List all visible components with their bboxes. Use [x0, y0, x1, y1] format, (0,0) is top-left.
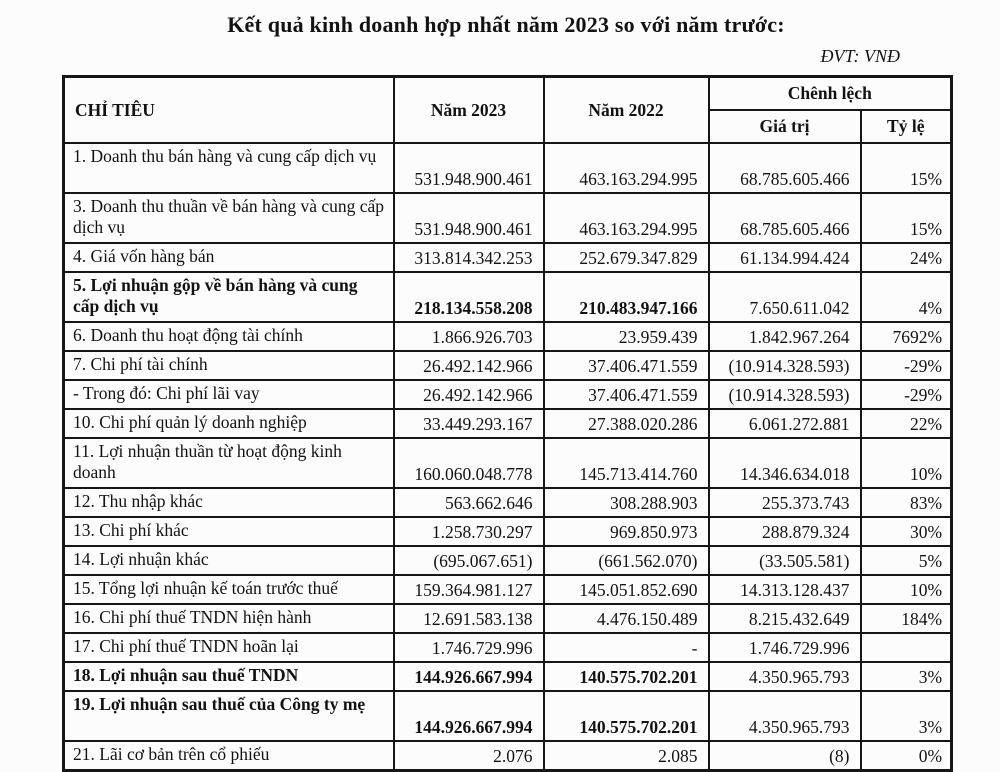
row-year2023-value: 563.662.646 [394, 488, 544, 517]
row-year2022-value: 969.850.973 [544, 517, 709, 546]
row-label: 1. Doanh thu bán hàng và cung cấp dịch vụ [64, 143, 394, 193]
row-diff-value: 4.350.965.793 [709, 691, 861, 741]
table-row [64, 517, 952, 546]
table-row [64, 380, 952, 409]
row-diff-ratio: 4% [861, 272, 952, 322]
row-diff-ratio: 3% [861, 691, 952, 741]
row-diff-value: 6.061.272.881 [709, 409, 861, 438]
row-diff-ratio: -29% [861, 380, 952, 409]
row-diff-value: 4.350.965.793 [709, 662, 861, 691]
row-year2023-value: 159.364.981.127 [394, 575, 544, 604]
row-diff-value: 61.134.994.424 [709, 243, 861, 272]
row-year2023-value: 144.926.667.994 [394, 691, 544, 741]
col-header-year2022: Năm 2022 [544, 77, 709, 144]
row-diff-ratio: 22% [861, 409, 952, 438]
row-year2023-value: 1.258.730.297 [394, 517, 544, 546]
row-diff-value: 1.842.967.264 [709, 322, 861, 351]
row-diff-ratio: 30% [861, 517, 952, 546]
row-diff-ratio: 15% [861, 143, 952, 193]
row-label: 6. Doanh thu hoạt động tài chính [64, 322, 394, 351]
table-row [64, 546, 952, 575]
row-diff-value: 288.879.324 [709, 517, 861, 546]
results-table [62, 75, 953, 772]
row-year2022-value: 463.163.294.995 [544, 143, 709, 193]
row-label: 12. Thu nhập khác [64, 488, 394, 517]
row-label: 11. Lợi nhuận thuần từ hoạt động kinh doanh [64, 438, 394, 488]
row-label: 14. Lợi nhuận khác [64, 546, 394, 575]
table-row [64, 438, 952, 488]
table-row [64, 741, 952, 771]
row-label: 21. Lãi cơ bản trên cổ phiếu [64, 741, 394, 771]
row-year2022-value: 140.575.702.201 [544, 662, 709, 691]
table-row [64, 193, 952, 243]
row-diff-value: (10.914.328.593) [709, 380, 861, 409]
row-diff-value: (8) [709, 741, 861, 771]
row-diff-ratio: 184% [861, 604, 952, 633]
row-year2023-value: 12.691.583.138 [394, 604, 544, 633]
row-diff-value: 68.785.605.466 [709, 193, 861, 243]
row-diff-value: 14.313.128.437 [709, 575, 861, 604]
row-label: 5. Lợi nhuận gộp về bán hàng và cung cấp dịch vụ [64, 272, 394, 322]
unit-label: ĐVT: VNĐ [820, 46, 900, 66]
row-diff-ratio: 3% [861, 662, 952, 691]
row-year2022-value: 27.388.020.286 [544, 409, 709, 438]
table-row [64, 351, 952, 380]
row-diff-ratio: -29% [861, 351, 952, 380]
row-year2023-value: 160.060.048.778 [394, 438, 544, 488]
row-year2022-value: 252.679.347.829 [544, 243, 709, 272]
row-year2023-value: 313.814.342.253 [394, 243, 544, 272]
row-year2023-value: 218.134.558.208 [394, 272, 544, 322]
row-year2023-value: 531.948.900.461 [394, 143, 544, 193]
table-row [64, 143, 952, 193]
row-year2022-value: 37.406.471.559 [544, 380, 709, 409]
row-diff-ratio [861, 633, 952, 662]
row-year2023-value: 531.948.900.461 [394, 193, 544, 243]
table-row [64, 604, 952, 633]
row-year2023-value: 26.492.142.966 [394, 351, 544, 380]
col-header-criteria: CHỈ TIÊU [64, 77, 394, 144]
page-title: Kết quả kinh doanh hợp nhất năm 2023 so với năm trước: [227, 12, 785, 37]
row-diff-value: 14.346.634.018 [709, 438, 861, 488]
row-year2023-value: 1.866.926.703 [394, 322, 544, 351]
row-diff-ratio: 83% [861, 488, 952, 517]
row-diff-value: 8.215.432.649 [709, 604, 861, 633]
row-diff-ratio: 15% [861, 193, 952, 243]
row-diff-ratio: 7692% [861, 322, 952, 351]
row-diff-value: (33.505.581) [709, 546, 861, 575]
row-diff-ratio: 5% [861, 546, 952, 575]
row-diff-ratio: 24% [861, 243, 952, 272]
table-row [64, 633, 952, 662]
row-diff-value: 7.650.611.042 [709, 272, 861, 322]
row-label: 17. Chi phí thuế TNDN hoãn lại [64, 633, 394, 662]
row-label: 13. Chi phí khác [64, 517, 394, 546]
row-year2022-value: 308.288.903 [544, 488, 709, 517]
row-label: 4. Giá vốn hàng bán [64, 243, 394, 272]
row-label: - Trong đó: Chi phí lãi vay [64, 380, 394, 409]
row-year2022-value: 140.575.702.201 [544, 691, 709, 741]
row-year2023-value: 2.076 [394, 741, 544, 771]
row-year2022-value: 145.051.852.690 [544, 575, 709, 604]
table-row [64, 243, 952, 272]
table-row [64, 322, 952, 351]
row-label: 7. Chi phí tài chính [64, 351, 394, 380]
row-year2022-value: 210.483.947.166 [544, 272, 709, 322]
table-row [64, 662, 952, 691]
row-diff-ratio: 10% [861, 438, 952, 488]
row-label: 15. Tổng lợi nhuận kế toán trước thuế [64, 575, 394, 604]
table-row [64, 272, 952, 322]
row-year2022-value: 145.713.414.760 [544, 438, 709, 488]
col-header-diff-ratio: Tỷ lệ [861, 110, 952, 143]
row-year2023-value: 26.492.142.966 [394, 380, 544, 409]
row-year2022-value: 2.085 [544, 741, 709, 771]
row-diff-ratio: 10% [861, 575, 952, 604]
row-label: 10. Chi phí quản lý doanh nghiệp [64, 409, 394, 438]
table-row [64, 691, 952, 741]
row-year2022-value: 463.163.294.995 [544, 193, 709, 243]
table-body [64, 143, 952, 771]
row-year2023-value: 1.746.729.996 [394, 633, 544, 662]
row-year2022-value: (661.562.070) [544, 546, 709, 575]
row-diff-value: (10.914.328.593) [709, 351, 861, 380]
table-row [64, 488, 952, 517]
row-label: 18. Lợi nhuận sau thuế TNDN [64, 662, 394, 691]
table-row [64, 409, 952, 438]
col-header-diff-value: Giá trị [709, 110, 861, 143]
row-year2022-value: 23.959.439 [544, 322, 709, 351]
table-row [64, 575, 952, 604]
row-label: 16. Chi phí thuế TNDN hiện hành [64, 604, 394, 633]
row-year2023-value: (695.067.651) [394, 546, 544, 575]
col-header-year2023: Năm 2023 [394, 77, 544, 144]
table-header [64, 77, 952, 144]
row-diff-value: 255.373.743 [709, 488, 861, 517]
col-header-difference: Chênh lệch [709, 77, 952, 111]
row-diff-value: 68.785.605.466 [709, 143, 861, 193]
row-year2022-value: - [544, 633, 709, 662]
row-year2023-value: 33.449.293.167 [394, 409, 544, 438]
row-label: 3. Doanh thu thuần về bán hàng và cung cấp dịch vụ [64, 193, 394, 243]
row-year2023-value: 144.926.667.994 [394, 662, 544, 691]
row-label: 19. Lợi nhuận sau thuế của Công ty mẹ [64, 691, 394, 741]
row-diff-ratio: 0% [861, 741, 952, 771]
header-row-top [64, 77, 952, 111]
row-year2022-value: 4.476.150.489 [544, 604, 709, 633]
row-year2022-value: 37.406.471.559 [544, 351, 709, 380]
row-diff-value: 1.746.729.996 [709, 633, 861, 662]
